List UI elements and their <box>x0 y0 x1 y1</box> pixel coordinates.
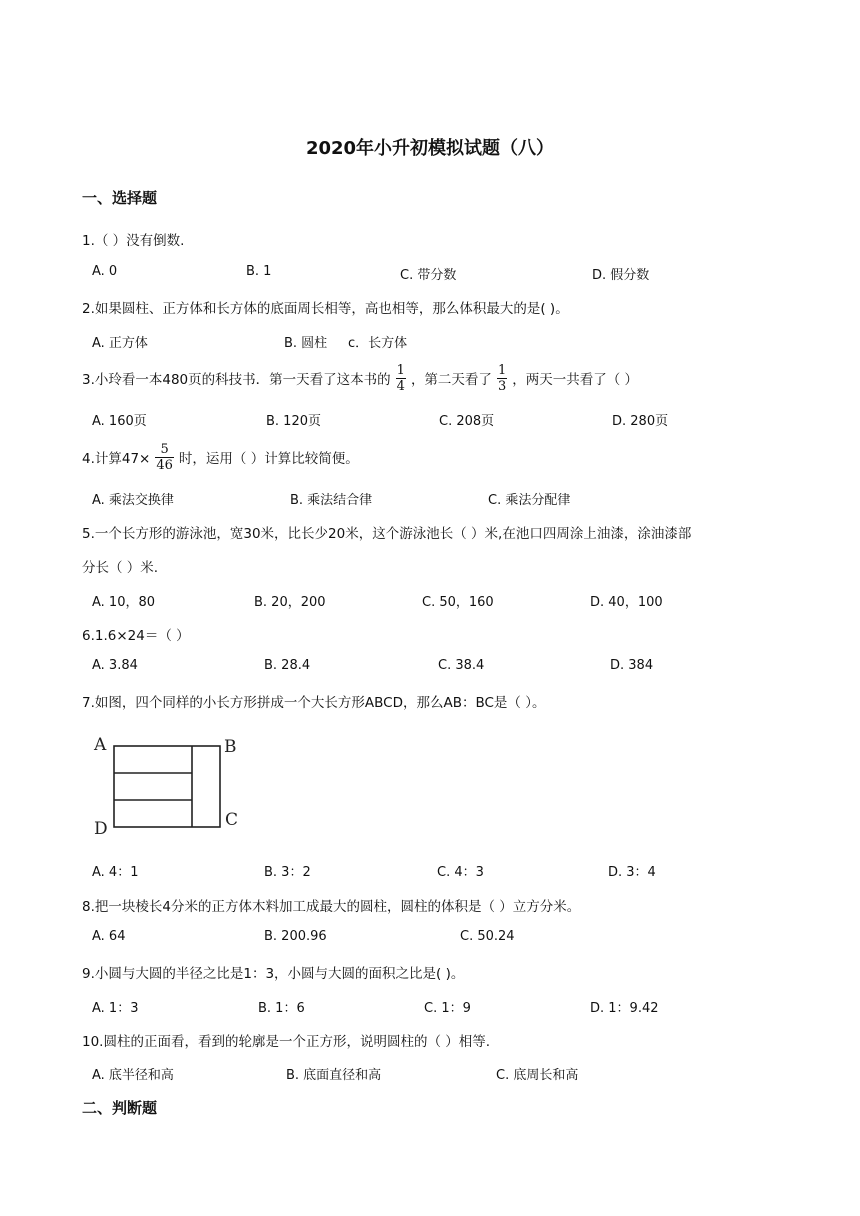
rectangle-abcd-figure <box>92 730 252 840</box>
q3-option-a: A. 160页 <box>92 414 147 429</box>
question-2: 2.如果圆柱、正方体和长方体的底面周长相等，高也相等，那么体积最大的是( )。 <box>82 301 569 317</box>
q5-option-d: D. 40，100 <box>590 595 663 610</box>
q7-option-d: D. 3：4 <box>608 865 656 880</box>
question-5-line-2: 分长（ ）米. <box>82 560 159 576</box>
question-1: 1.（ ）没有倒数. <box>82 233 185 249</box>
question-4 <box>82 441 359 473</box>
question-3 <box>82 363 638 393</box>
vertex-label-c: C <box>225 810 239 830</box>
q3-option-d: D. 280页 <box>612 414 669 429</box>
question-9: 9.小圆与大圆的半径之比是1：3，小圆与大圆的面积之比是( )。 <box>82 966 465 982</box>
q1-option-a: A. 0 <box>92 264 118 279</box>
q10-option-a: A. 底半径和高 <box>92 1068 174 1083</box>
q3-text-a: 3.小玲看一本480页的科技书．第一天看了这本书的 <box>82 372 391 388</box>
q9-option-c: C. 1：9 <box>424 1001 471 1016</box>
q3-option-c: C. 208页 <box>439 414 495 429</box>
q3-text-c: ，两天一共看了（ ） <box>512 372 639 388</box>
q3-text-b: ，第二天看了 <box>410 372 492 388</box>
q9-option-b: B. 1：6 <box>258 1001 305 1016</box>
q2-option-b: B. 圆柱 <box>284 336 328 351</box>
q2-option-a: A. 正方体 <box>92 336 148 351</box>
q4-option-b: B. 乘法结合律 <box>290 493 373 508</box>
q1-option-d: D. 假分数 <box>592 268 650 283</box>
q3-option-b: B. 120页 <box>266 414 321 429</box>
q10-option-c: C. 底周长和高 <box>496 1068 579 1083</box>
section-heading-judgement: 二、判断题 <box>82 1099 158 1117</box>
q2-option-c: c．长方体 <box>348 336 408 351</box>
question-8: 8.把一块棱长4分米的正方体木料加工成最大的圆柱，圆柱的体积是（ ）立方分米。 <box>82 899 581 915</box>
q5-option-c: C. 50，160 <box>422 595 494 610</box>
q7-option-b: B. 3：2 <box>264 865 311 880</box>
q8-option-b: B. 200.96 <box>264 929 327 944</box>
q9-option-a: A. 1：3 <box>92 1001 139 1016</box>
section-heading-choice: 一、选择题 <box>82 189 158 207</box>
q3-fraction-2: $\frac{1}{3}$ <box>497 362 507 394</box>
q8-option-c: C. 50.24 <box>460 929 515 944</box>
q4-text-b: 时，运用（ ）计算比较简便。 <box>178 451 359 467</box>
q6-option-c: C. 38.4 <box>438 658 485 673</box>
q5-option-a: A. 10，80 <box>92 595 156 610</box>
q6-option-a: A. 3.84 <box>92 658 138 673</box>
big-rectangle <box>114 746 220 827</box>
vertex-label-a: A <box>94 735 107 755</box>
q6-option-b: B. 28.4 <box>264 658 311 673</box>
q6-option-d: D. 384 <box>610 658 654 673</box>
q8-option-a: A. 64 <box>92 929 126 944</box>
q1-option-b: B. 1 <box>246 264 272 279</box>
q4-fraction: $\frac{5}{46}$ <box>156 441 173 473</box>
q5-option-b: B. 20，200 <box>254 595 326 610</box>
question-10: 10.圆柱的正面看，看到的轮廓是一个正方形，说明圆柱的（ ）相等. <box>82 1034 491 1050</box>
q7-option-c: C. 4：3 <box>437 865 484 880</box>
vertex-label-d: D <box>94 819 108 839</box>
q10-option-b: B. 底面直径和高 <box>286 1068 382 1083</box>
q9-option-d: D. 1：9.42 <box>590 1001 659 1016</box>
q4-option-a: A. 乘法交换律 <box>92 493 174 508</box>
q7-option-a: A. 4：1 <box>92 865 139 880</box>
q1-option-c: C. 带分数 <box>400 268 457 283</box>
vertex-label-b: B <box>224 737 237 757</box>
page-title: 2020年小升初模拟试题（八） <box>305 138 555 159</box>
q4-option-c: C. 乘法分配律 <box>488 493 571 508</box>
question-6: 6.1.6×24＝（ ） <box>82 628 190 644</box>
question-7: 7.如图，四个同样的小长方形拼成一个大长方形ABCD，那么AB：BC是（ ）。 <box>82 695 546 711</box>
q3-fraction-1: $\frac{1}{4}$ <box>396 362 405 394</box>
q4-text-a: 4.计算47× <box>82 451 151 467</box>
question-5-line-1: 5.一个长方形的游泳池，宽30米，比长少20米，这个游泳池长（ ）米,在池口四周涂上油漆，涂油漆部 <box>82 526 692 542</box>
